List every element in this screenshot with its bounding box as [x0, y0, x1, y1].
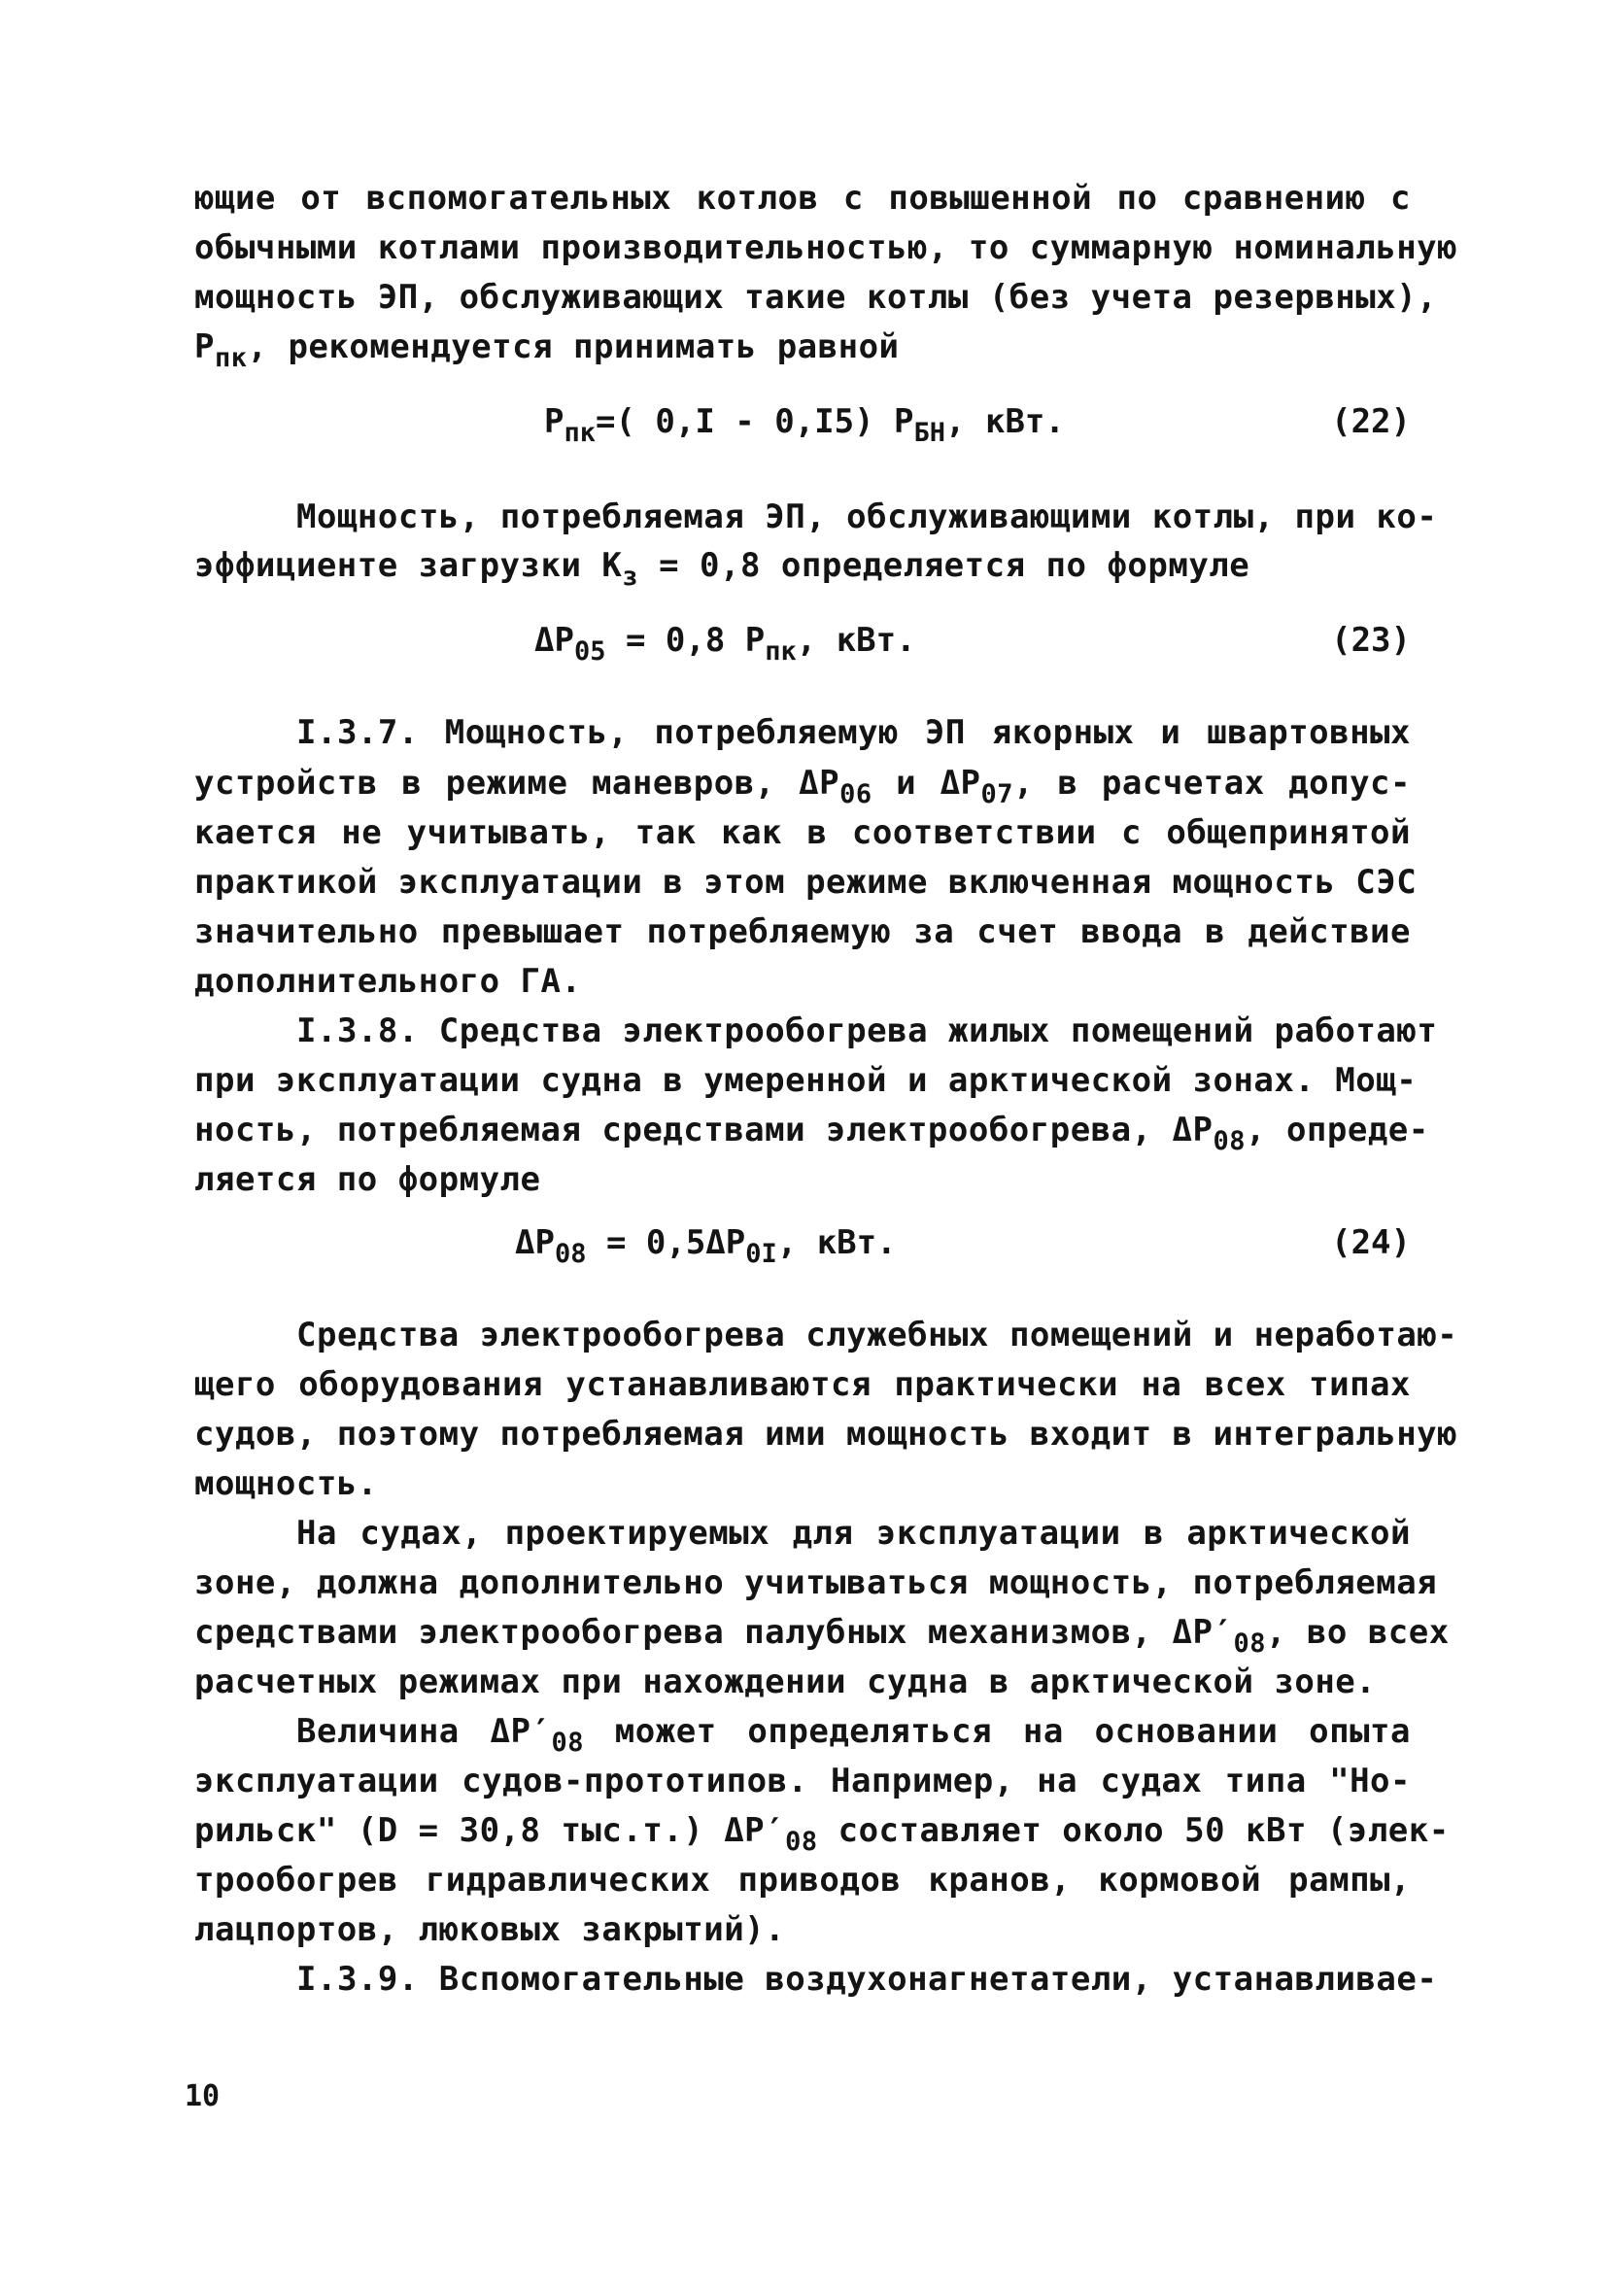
text-line: расчетных режимах при нахождении судна в арктической зоне. [194, 1662, 1377, 1701]
text-line: эффициенте загрузки $К_з = 0,8$ определяется по формуле [194, 546, 1250, 592]
text-line: щего оборудования устанавливаются практически на всех типах [194, 1365, 1411, 1404]
text-line: кается не учитывать, так как в соответствии с общепринятой [194, 813, 1411, 852]
text-line: ющие от вспомогательных котлов с повышенной по сравнению с [194, 179, 1411, 218]
text-line: средствами электрообогрева палубных механизмов, $\Delta Р'_{08}$, во всех [194, 1613, 1450, 1659]
text-line: устройств в режиме маневров, $\Delta Р_{06}$ и $\Delta Р_{07}$, в расчетах допус- [194, 764, 1411, 809]
text-line: лацпортов, люковых закрытий). [194, 1910, 786, 1949]
text-line: значительно превышает потребляемую за счет ввода в действие [194, 912, 1411, 951]
text-line: судов, поэтому потребляемая ими мощность входит в интегральную [194, 1415, 1458, 1454]
text-line: мощность. [194, 1464, 378, 1503]
formula-23: $\Delta Р_{05} = 0,8$ $Р_{пк}$, кВт. [534, 621, 916, 667]
equation-number: (23) [1331, 621, 1411, 660]
text-line: $Р_{пк}$, рекомендуется принимать равной [194, 327, 900, 373]
text-line: На судах, проектируемых для эксплуатации в арктической [296, 1514, 1411, 1553]
text-line: Величина $\Delta Р'_{08}$ может определяться на основании опыта [296, 1712, 1411, 1758]
text-line: обычными котлами производительностью, то суммарную номинальную [194, 228, 1458, 267]
text-line: ляется по формуле [194, 1160, 541, 1199]
text-line: Мощность, потребляемая ЭП, обслуживающими котлы, при ко- [296, 497, 1438, 536]
text-line: I.3.9. Вспомогательные воздухонагнетатели, устанавливае- [296, 1960, 1438, 1999]
text-line: Средства электрообогрева служебных помещений и неработаю- [296, 1316, 1458, 1354]
text-line: зоне, должна дополнительно учитываться мощность, потребляемая [194, 1563, 1438, 1602]
text-line: I.3.8. Средства электрообогрева жилых помещений работают [296, 1011, 1438, 1050]
text-line: эксплуатации судов-прототипов. Например, на судах типа "Но- [194, 1762, 1411, 1800]
formula-24: $\Delta Р_{08} = 0,5\Delta Р_{0I}$, кВт. [515, 1223, 897, 1269]
text-line: ность, потребляемая средствами электрообогрева, $\Delta Р_{08}$, опреде- [194, 1111, 1429, 1156]
text-line: мощность ЭП, обслуживающих такие котлы (без учета резервных), [194, 278, 1438, 317]
formula-22: $Р_{пк}=$( 0,I - 0,I5) $Р_{БН}$, кВт. [544, 402, 1065, 448]
equation-number: (22) [1331, 402, 1411, 441]
text-line: I.3.7. Мощность, потребляемую ЭП якорных и швартовных [296, 713, 1411, 752]
text-line: трообогрев гидравлических приводов кранов, кормовой рампы, [194, 1861, 1411, 1900]
text-line: практикой эксплуатации в этом режиме включенная мощность СЭС [194, 863, 1418, 902]
text-line: дополнительного ГА. [194, 962, 582, 1001]
page-number: 10 [185, 2079, 221, 2113]
text-line: при эксплуатации судна в умеренной и арктической зонах. Мощ- [194, 1061, 1418, 1100]
text-line: рильск" (D = 30,8 тыс.т.) $\Delta Р'_{08}$ составляет около 50 кВт (элек- [194, 1811, 1450, 1857]
equation-number: (24) [1331, 1223, 1411, 1262]
